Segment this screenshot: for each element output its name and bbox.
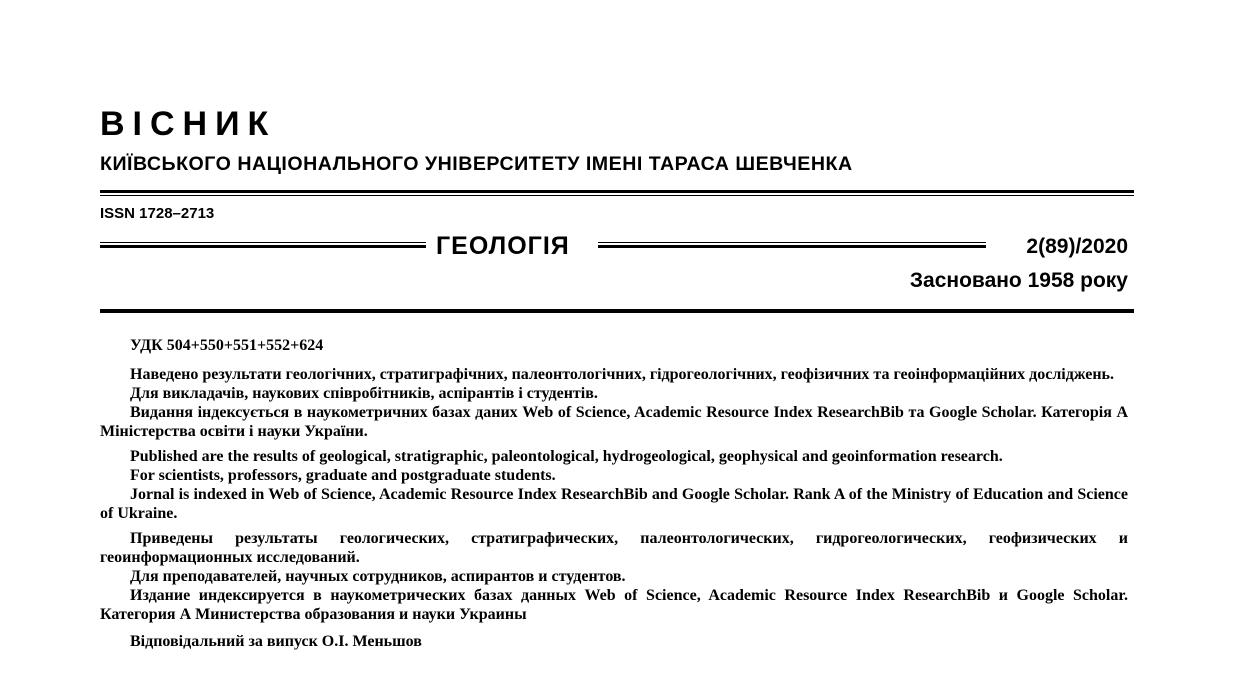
ru-paragraph-3: Издание индексируется в наукометрических базах данных Web of Science, Academic Resource Index ResearchBib и Google Scholar. Категория А Министерства образования и науки Украины — [100, 587, 1128, 623]
en-paragraph-1: Published are the results of geological, stratigraphic, paleontological, hydrogeological, geophysical and geoinformation research. — [130, 448, 1003, 465]
ru-paragraph-2: Для преподавателей, научных сотрудников, аспирантов и студентов. — [130, 568, 626, 585]
issue-number: 2(89)/2020 — [1026, 235, 1128, 258]
journal-title: ВІСНИК — [100, 105, 277, 143]
section-row — [100, 228, 1134, 264]
section-title: ГЕОЛОГІЯ — [436, 232, 570, 260]
journal-page — [100, 0, 1134, 700]
journal-subtitle: КИЇВСЬКОГО НАЦІОНАЛЬНОГО УНІВЕРСИТЕТУ ІМЕНІ ТАРАСА ШЕВЧЕНКА — [100, 153, 853, 175]
section-rule-right — [598, 242, 986, 250]
founded-year: Засновано 1958 року — [909, 269, 1128, 292]
content-divider — [100, 309, 1134, 313]
issn: ISSN 1728–2713 — [100, 205, 215, 222]
en-paragraph-3: Jornal is indexed in Web of Science, Academic Resource Index ResearchBib and Google Scholar. Rank A of the Ministry of Education and Science of Ukraine. — [100, 486, 1128, 522]
ru-paragraph-1: Приведены результаты геологических, стратиграфических, палеонтологических, гидрогеологических, геофизических и геоинформационных исследований. — [100, 530, 1128, 566]
ua-paragraph-3: Видання індексується в наукометричних базах даних Web of Science, Academic Resource Index ResearchBib та Google Scholar. Категорія А Міністерства освіти і науки України. — [100, 404, 1128, 440]
section-rule-left — [100, 242, 426, 250]
description — [100, 336, 1128, 651]
header-divider — [100, 190, 1134, 196]
ua-paragraph-1: Наведено результати геологічних, стратиграфічних, палеонтологічних, гідрогеологічних, геофізичних та геоінформаційних досліджень. — [130, 366, 1114, 383]
en-paragraph-2: For scientists, professors, graduate and postgraduate students. — [130, 467, 556, 484]
udk-code: УДК 504+550+551+552+624 — [130, 337, 324, 354]
responsible-editor: Відповідальний за випуск О.І. Меньшов — [130, 633, 422, 650]
ua-paragraph-2: Для викладачів, наукових співробітників, аспірантів і студентів. — [130, 385, 598, 402]
